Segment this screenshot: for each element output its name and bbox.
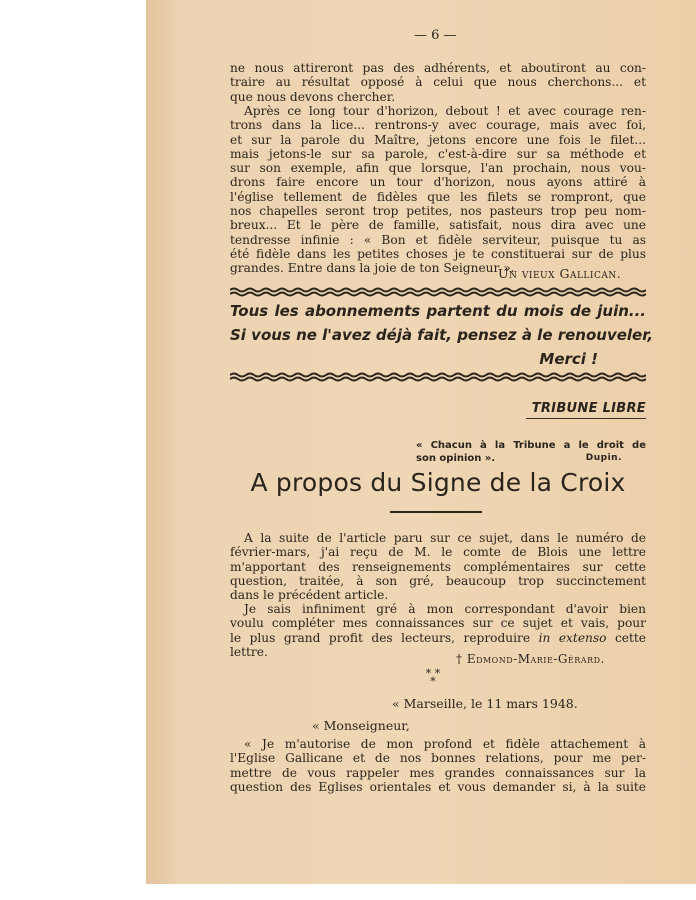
text-line: que nous devons chercher. (230, 89, 396, 104)
text-line: l'église tellement de fidèles que les filets se rompront, que (230, 189, 646, 204)
text-line: A la suite de l'article paru sur ce sujet, dans le numéro de (244, 531, 646, 545)
article-headline: A propos du Signe de la Croix (250, 468, 626, 497)
text-line: breux... Et le père de famille, satisfait, nous dira avec une (230, 218, 646, 233)
text-line: drons faire encore un tour d'horizon, nous ayons attiré à (230, 175, 646, 190)
letter-dateline: « Marseille, le 11 mars 1948. (392, 696, 578, 711)
text-line: l'Eglise Gallicane et de nos bonnes relations, pour me per- (230, 751, 646, 766)
notice-line-1: Tous les abonnements partent du mois de juin... (230, 302, 646, 320)
text-line: trons dans la lice... rentrons-y avec courage, mais avec foi, (230, 118, 646, 133)
signature-vieux-gallican: Un vieux Gallican. (498, 266, 622, 281)
rubric-underline (526, 418, 646, 419)
quote-author: Dupin. (585, 453, 622, 463)
headline-rule (390, 511, 482, 513)
text-line: nos chapelles seront trop petites, nos pasteurs trop peu nom- (230, 204, 646, 219)
text-line: Après ce long tour d'horizon, debout ! et avec courage ren- (244, 104, 646, 118)
text-line: dans le précédent article. (230, 588, 389, 603)
paragraph-3 (230, 531, 646, 602)
notice-line-2: Si vous ne l'avez déjà fait, pensez à le renouveler, (230, 326, 654, 344)
text-line: Je sais infiniment gré à mon correspondant d'avoir bien (244, 602, 646, 616)
text-line: mettre de vous rappeler mes grandes connaissances sur la (230, 765, 646, 780)
text-line: traire au résultat opposé à celui que nous cherchons... et (230, 75, 646, 90)
text-line: m'apportant des renseignements complémentaires sur cette (230, 559, 646, 574)
text-line: grandes. Entre dans la joie de ton Seigneur ». (230, 261, 515, 276)
text-line: été fidèle dans les petites choses je te constituerai sur de plus (230, 246, 646, 261)
text-line: sur son exemple, afin que lorsque, l'an prochain, nous vou- (230, 161, 646, 176)
paragraph-1 (230, 61, 646, 104)
quote-line-2: son opinion ». (416, 453, 496, 464)
text-line: « Je m'autorise de mon profond et fidèle attachement à (244, 737, 646, 751)
paragraph-4 (230, 602, 646, 659)
asterism: * * * (425, 667, 441, 688)
letter-salutation: « Monseigneur, (312, 718, 410, 733)
text-line: février-mars, j'ai reçu de M. le comte de Blois une lettre (230, 545, 646, 560)
text-line: voulu compléter mes connaissances sur ce sujet et vais, pour (230, 616, 646, 631)
paragraph-5 (230, 737, 646, 794)
quote-line-1: « Chacun à la Tribune a le droit de (416, 440, 646, 451)
text-line: mais jetons-le sur sa parole, c'est-à-dire sur sa méthode et (230, 146, 646, 161)
subscription-notice (230, 299, 654, 371)
text-line: le plus grand profit des lecteurs, reproduire in extenso cette (230, 630, 647, 645)
signature-edmond-marie-gerard: † Edmond-Marie-Gérard. (456, 652, 605, 666)
document-page (146, 0, 696, 884)
text-line: tendresse infinie : « Bon et fidèle serviteur, puisque tu as (230, 232, 646, 247)
text-line: lettre. (230, 644, 268, 659)
text-line: question, traitée, à son gré, beaucoup trop succinctement (230, 573, 646, 588)
in-extenso-italic: in extenso (538, 630, 607, 645)
text-line: question des Eglises orientales et vous demander si, à la suite (230, 779, 646, 794)
page-number: — 6 — (414, 28, 457, 43)
paragraph-2 (230, 104, 646, 276)
epigraph-quote (416, 439, 646, 465)
text-line: et sur la parole du Maître, jetons encore une fois le filet... (230, 132, 646, 147)
section-rubric: TRIBUNE LIBRE (531, 401, 646, 416)
wavy-divider-top (230, 287, 646, 297)
wavy-divider-bottom (230, 372, 646, 382)
text-line: ne nous attireront pas des adhérents, et aboutiront au con- (230, 61, 646, 75)
notice-merci: Merci ! (539, 350, 598, 368)
